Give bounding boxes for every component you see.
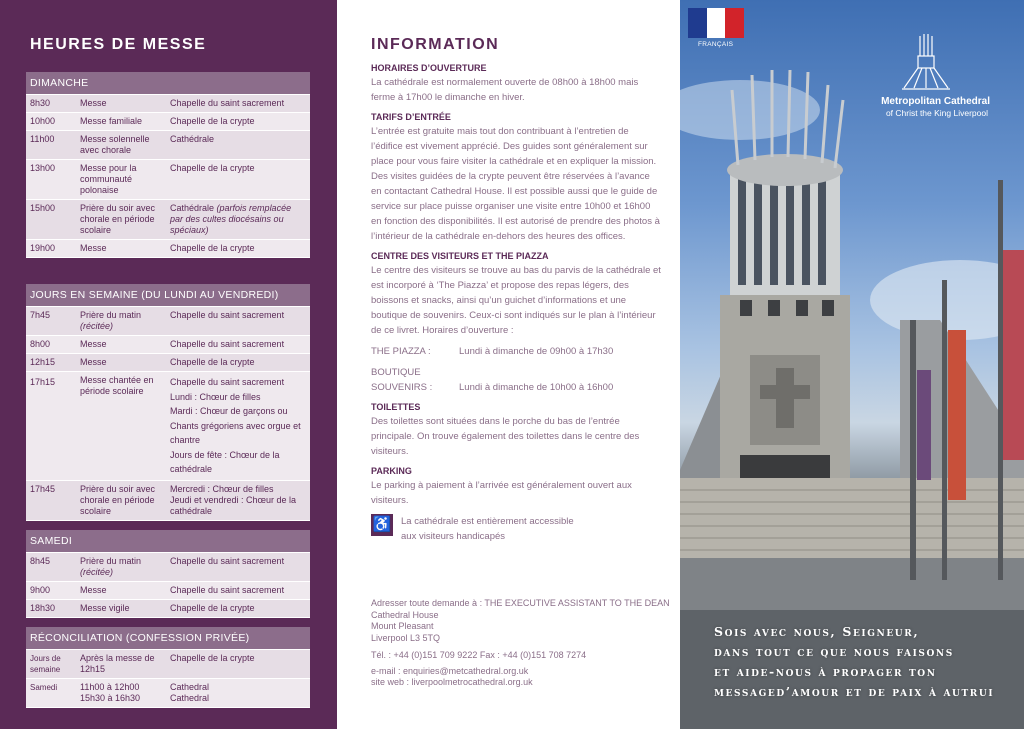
weekday-heading: JOURS EN SEMAINE (DU LUNDI AU VENDREDI): [26, 284, 310, 307]
prayer-motto: Sois avec nous, Seigneur, dans tout ce que nous faisons et aide-nous à propager ton messaged’amour et de paix à autrui: [714, 624, 995, 699]
saturday-table: [26, 530, 310, 618]
visitor-centre-heading: CENTRE DES VISITEURS ET THE PIAZZA: [371, 251, 549, 261]
table-row: 7h45 Prière du matin (récitée) Chapelle du saint sacrement: [26, 307, 310, 336]
table-row: 8h30 Messe Chapelle du saint sacrement: [26, 95, 310, 113]
parking-heading: PARKING: [371, 466, 412, 476]
email-link[interactable]: e-mail : enquiries@metcathedral.org.uk: [371, 665, 529, 676]
fees-text: L’entrée est gratuite mais tout don contribuant à l’entretien de l’édifice est vivement apprécié. Des guides sont généralement sur place pour vous faire visiter la cathédrale et en expliquer la mission. Des visites guidées de la crypte peuvent être réservées à l’avance en contactant Cathedral House. Il est possible aussi que le guide de service sur place puisse organiser une visite entre 10h00 et 16h00 en fonction des disponibilités. Il est autorisé de prendre des photos à l’intérieur de la cathédrale en-dehors des heures des offices.: [371, 126, 660, 242]
saturday-heading: SAMEDI: [26, 530, 310, 553]
french-flag-icon[interactable]: [688, 8, 744, 38]
org-name: Metropolitan Cathedral: [881, 96, 990, 107]
reconciliation-table: [26, 627, 310, 708]
phone-fax: Tél. : +44 (0)151 709 9222 Fax : +44 (0)151 708 7274: [371, 650, 587, 660]
table-row: 17h15 Messe chantée en période scolaire Chapelle du saint sacrement Lundi : Chœur de filles Mardi : Chœur de garçons ou Chants grégoriens avec orgue et chantre Jours de fête : Chœur de la cathédrale: [26, 372, 310, 481]
fees-heading: TARIFS D’ENTRÉE: [371, 112, 451, 122]
contact-block: Adresser toute demande à : THE EXECUTIVE ASSISTANT TO THE DEAN Cathedral House Mount Pleasant Liverpool L3 5TQ Tél. : +44 (0)151 709 9222 Fax : +44 (0)151 708 7274 e-mail : enquiries@metcathedral.org.uk site web : liverpoolmetrocathedral.org.uk: [371, 598, 670, 687]
table-row: 12h15 Messe Chapelle de la crypte: [26, 354, 310, 372]
weekday-table: [26, 284, 310, 521]
piazza-hours: THE PIAZZA : Lundi à dimanche de 09h00 à 17h30: [371, 346, 614, 357]
table-row: 15h00 Prière du soir avec chorale en période scolaire Cathédrale (parfois remplacée par des cultes diocésains ou spéciaux): [26, 200, 310, 240]
table-row: 13h00 Messe pour la communauté polonaise Chapelle de la crypte: [26, 160, 310, 200]
website-link[interactable]: site web : liverpoolmetrocathedral.org.uk: [371, 677, 533, 687]
table-row: Samedi 11h00 à 12h00 15h30 à 16h30 Cathedral Cathedral: [26, 679, 310, 708]
accessibility-note: ♿ La cathédrale est entièrement accessible aux visiteurs handicapés: [372, 516, 574, 542]
opening-hours-heading: HORAIRES D’OUVERTURE: [371, 63, 487, 73]
opening-hours-text: La cathédrale est normalement ouverte de 08h00 à 18h00 mais ferme à 17h00 le dimanche en hiver.: [371, 77, 639, 103]
table-row: 18h30 Messe vigile Chapelle de la crypte: [26, 600, 310, 618]
wheelchair-icon: ♿: [371, 514, 393, 536]
table-row: 17h45 Prière du soir avec chorale en période scolaire Mercredi : Chœur de filles Jeudi et vendredi : Chœur de la cathédrale: [26, 481, 310, 521]
table-row: 19h00 Messe Chapelle de la crypte: [26, 240, 310, 258]
visitor-centre-text: Le centre des visiteurs se trouve au bas du parvis de la cathédrale et est incorporé à ‘The Piazza’ et propose des repas légers, des boissons et snacks, ainsi qu’un guichet d’informations et une boutique de souvenirs. Ceux-ci sont indiqués sur le plan à l’intérieur de ce livret. Horaires d’ouverture :: [371, 265, 661, 336]
information-panel: [337, 0, 680, 729]
schedule-title: HEURES DE MESSE: [30, 36, 207, 53]
org-subtitle: of Christ the King Liverpool: [885, 108, 988, 118]
table-row: Jours de semaine Après la messe de 12h15 Chapelle de la crypte: [26, 650, 310, 679]
table-row: 8h00 Messe Chapelle du saint sacrement: [26, 336, 310, 354]
information-title: INFORMATION: [371, 36, 500, 53]
shop-hours: BOUTIQUE SOUVENIRS : Lundi à dimanche de 10h00 à 16h00: [371, 367, 614, 393]
table-row: 8h45 Prière du matin (récitée) Chapelle du saint sacrement: [26, 553, 310, 582]
sunday-heading: DIMANCHE: [26, 72, 310, 95]
toilets-heading: TOILETTES: [371, 402, 421, 412]
mass-schedule-panel: [0, 0, 337, 729]
table-row: 10h00 Messe familiale Chapelle de la crypte: [26, 113, 310, 131]
sunday-table: [26, 72, 310, 258]
language-label: FRANÇAIS: [698, 41, 734, 48]
toilets-text: Des toilettes sont situées dans le porche du bas de l’entrée principale. On trouve également des toilettes dans le centre des visiteurs.: [371, 416, 640, 457]
parking-text: Le parking à paiement à l’arrivée est généralement ouvert aux visiteurs.: [371, 480, 632, 506]
table-row: 11h00 Messe solennelle avec chorale Cathédrale: [26, 131, 310, 160]
table-row: 9h00 Messe Chapelle du saint sacrement: [26, 582, 310, 600]
information-body: [371, 62, 661, 544]
cathedral-logo-icon: [900, 34, 952, 94]
reconciliation-heading: RÉCONCILIATION (CONFESSION PRIVÉE): [26, 627, 310, 650]
cover-panel: [680, 0, 1024, 729]
